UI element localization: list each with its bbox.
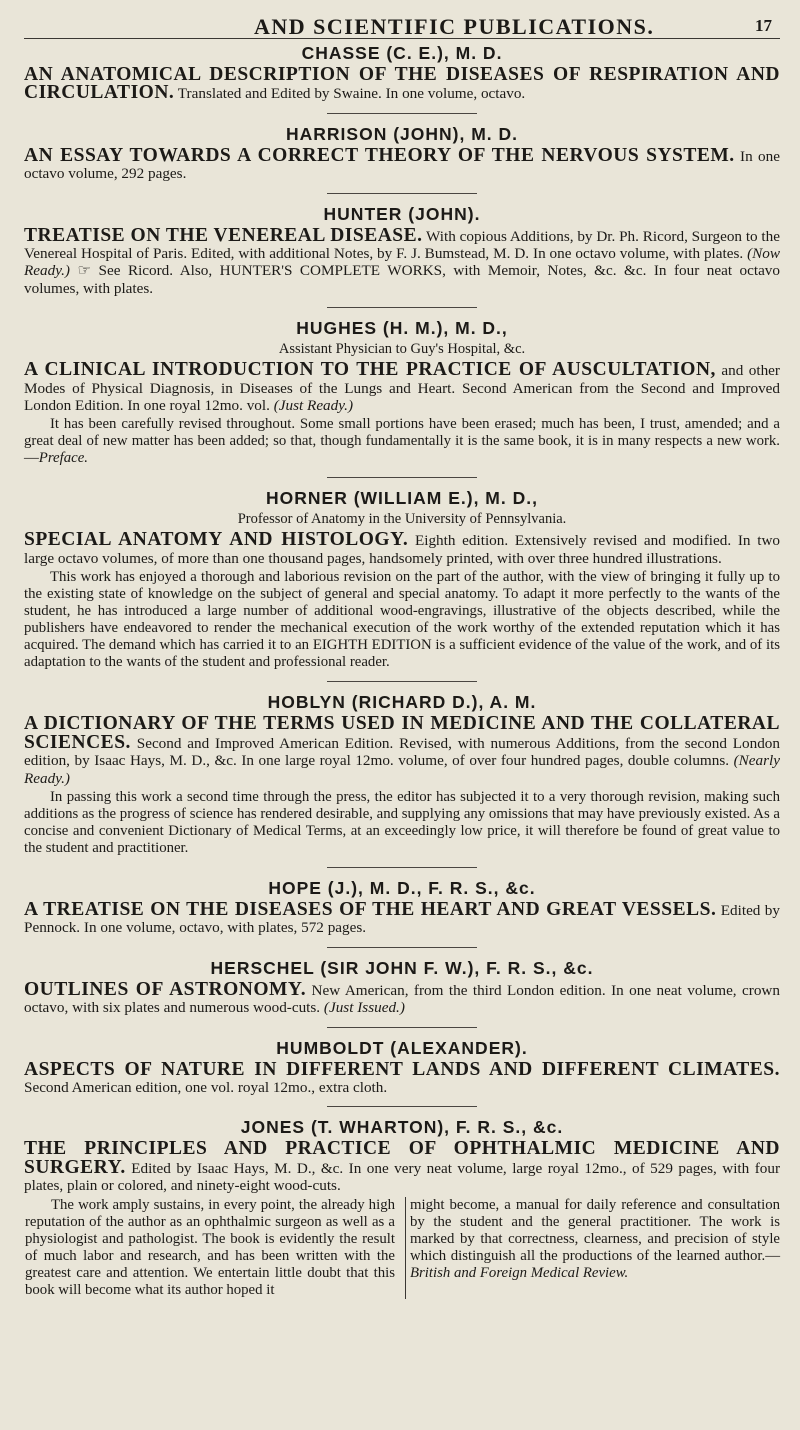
book-description: This work has enjoyed a thorough and laborious revision on the part of the author, with the view of bringing it fully up to the existing state of knowledge on the subject of general and special anatomy. To adapt it more perfectly to the wants of the student, he has introduced a large number of additional wood-engravings, illustrative of the objects described, while the publishers have endeavored to render the mechanical execution of the work worthy of the extended reputation which it has acquired. The demand which has carried it to an EIGHTH EDITION is a sufficient evidence of the value of the work, and of its adaptation to the wants of the student and professional reader. [24,569,780,671]
divider [327,947,477,948]
author-heading: HERSCHEL (SIR JOHN F. W.), F. R. S., &c. [210,957,594,978]
book-details: In one octavo volume, 292 pages. [24,147,780,183]
divider [327,113,477,114]
divider [327,307,477,308]
book-title: AN ESSAY TOWARDS A CORRECT THEORY OF THE NERVOUS SYSTEM. [24,144,735,166]
review-column-left [24,1197,395,1299]
status-note: (Now Ready.) [24,245,780,280]
book-title: SPECIAL ANATOMY AND HISTOLOGY. [24,529,409,551]
running-title: AND SCIENTIFIC PUBLICATIONS. [254,14,655,39]
review-text-continued: might become, a manual for daily reference and consultation by the student and the general practitioner. The work is marked by that correctness, clearness, and precision of style which distinguish all the productions of the learned author.— [410,1196,780,1264]
book-entry [24,1140,780,1194]
author-heading: HARRISON (JOHN), M. D. [286,123,518,144]
running-header [24,0,780,39]
book-details: Edited by Isaac Hays, M. D., &c. In one very neat volume, large royal 12mo., of 529 pages, with four plates, plain or colored, and ninety-eight wood-cuts. [24,1159,780,1195]
book-entry [24,361,780,414]
review-columns [24,1197,780,1299]
book-description: In passing this work a second time through the press, the editor has subjected it to a very thorough revision, making such additions as the progress of science has rendered desirable, and supplying any omissions that may have previously existed. As a concise and convenient Dictionary of Medical Terms, at an exceedingly low price, it will therefore be found of great value to the student and practitioner. [24,788,780,856]
status-note: (Just Issued.) [323,999,405,1017]
book-details: and other Modes of Physical Diagnosis, in Diseases of the Lungs and Heart. Second American from the Second and Improved London Edition. In one royal 12mo. vol. [24,362,780,415]
source-citation: Preface. [38,450,88,467]
book-title: OUTLINES OF ASTRONOMY. [24,978,307,1000]
description-text: It has been carefully revised throughout. Some small portions have been erased; much has been, I trust, amended; and a great deal of new matter has been added; so that, though fundamentally it is the same book, it is in many respects a new work.— [24,416,780,467]
book-details: Second and Improved American Edition. Revised, with numerous Additions, from the second London edition, by Isaac Hays, M. D., &c. In one large royal 12mo. volume, of over four hundred pages, double columns. [24,734,780,770]
divider [327,867,477,868]
book-entry [24,66,780,103]
author-heading: HUNTER (JOHN). [323,203,481,224]
book-entry [24,978,780,1017]
author-position: Assistant Physician to Guy's Hospital, &c. [278,341,526,358]
review-text: The work amply sustains, in every point, the already high reputation of the author as an ophthalmic surgeon as well as a physiologist and pathologist. The book is evidently the result of much labor and research, and has been written with the greatest care and attention. We entertain little doubt that this book will become what its author hoped it [25,1196,395,1298]
book-title: AN ANATOMICAL DESCRIPTION OF THE DISEASES OF RESPIRATION AND CIRCULATION. [24,64,780,104]
status-note: (Just Ready.) [273,397,354,415]
author-position: Professor of Anatomy in the University of Pennsylvania. [237,511,567,528]
book-entry [24,898,780,937]
author-heading: HORNER (WILLIAM E.), M. D., [266,488,538,509]
author-heading: HUGHES (H. M.), M. D., [296,318,508,339]
divider [327,193,477,194]
book-title: ASPECTS OF NATURE IN DIFFERENT LANDS AND DIFFERENT CLIMATES. [24,1058,780,1080]
book-entry [24,144,780,183]
book-description [24,416,780,467]
divider [327,1027,477,1028]
divider [327,477,477,478]
book-details: New American, from the third London edition. In one neat volume, crown octavo, with six plates and numerous wood-cuts. [24,981,780,1017]
book-details: Second American edition, one vol. royal 12mo., extra cloth. [24,1078,388,1096]
review-text [410,1197,780,1282]
book-title: A TREATISE ON THE DISEASES OF THE HEART AND GREAT VESSELS. [24,898,717,920]
book-title: A CLINICAL INTRODUCTION TO THE PRACTICE OF AUSCULTATION, [24,359,716,381]
page-number: 17 [755,16,772,35]
author-heading: HUMBOLDT (ALEXANDER). [276,1037,528,1058]
book-entry [24,715,780,787]
book-title: THE PRINCIPLES AND PRACTICE OF OPHTHALMIC MEDICINE AND SURGERY. [24,1138,780,1178]
book-entry [24,531,780,567]
author-heading: CHASSE (C. E.), M. D. [301,43,503,63]
status-note: (Nearly Ready.) [24,752,780,787]
book-details: Edited by Pennock. In one volume, octavo, with plates, 572 pages. [24,901,780,937]
book-details: With copious Additions, by Dr. Ph. Ricord, Surgeon to the Venereal Hospital of Paris. Edited, with additional Notes, by F. J. Bumstead, M. D. In one octavo volume, with plates. [24,227,780,263]
author-heading: HOPE (J.), M. D., F. R. S., &c. [268,877,536,898]
source-citation: British and Foreign Medical Review. [410,1264,629,1281]
book-details: Translated and Edited by Swaine. In one volume, octavo. [174,85,526,103]
book-details: ☞ See Ricord. Also, HUNTER'S COMPLETE WORKS, with Memoir, Notes, &c. &c. In four neat octavo volumes, with plates. [24,262,780,297]
review-column-right [405,1197,780,1299]
book-title: A DICTIONARY OF THE TERMS USED IN MEDICINE AND THE COLLATERAL SCIENCES. [24,713,780,753]
book-entry [24,1058,780,1097]
book-details: Eighth edition. Extensively revised and modified. In two large octavo volumes, of more than one thousand pages, handsomely printed, with over three hundred illustrations. [24,532,781,567]
author-heading: HOBLYN (RICHARD D.), A. M. [267,692,537,713]
book-title: TREATISE ON THE VENEREAL DISEASE. [24,224,423,246]
divider [327,681,477,682]
author-heading: JONES (T. WHARTON), F. R. S., &c. [240,1117,564,1138]
divider [327,1106,477,1107]
book-entry [24,224,780,298]
